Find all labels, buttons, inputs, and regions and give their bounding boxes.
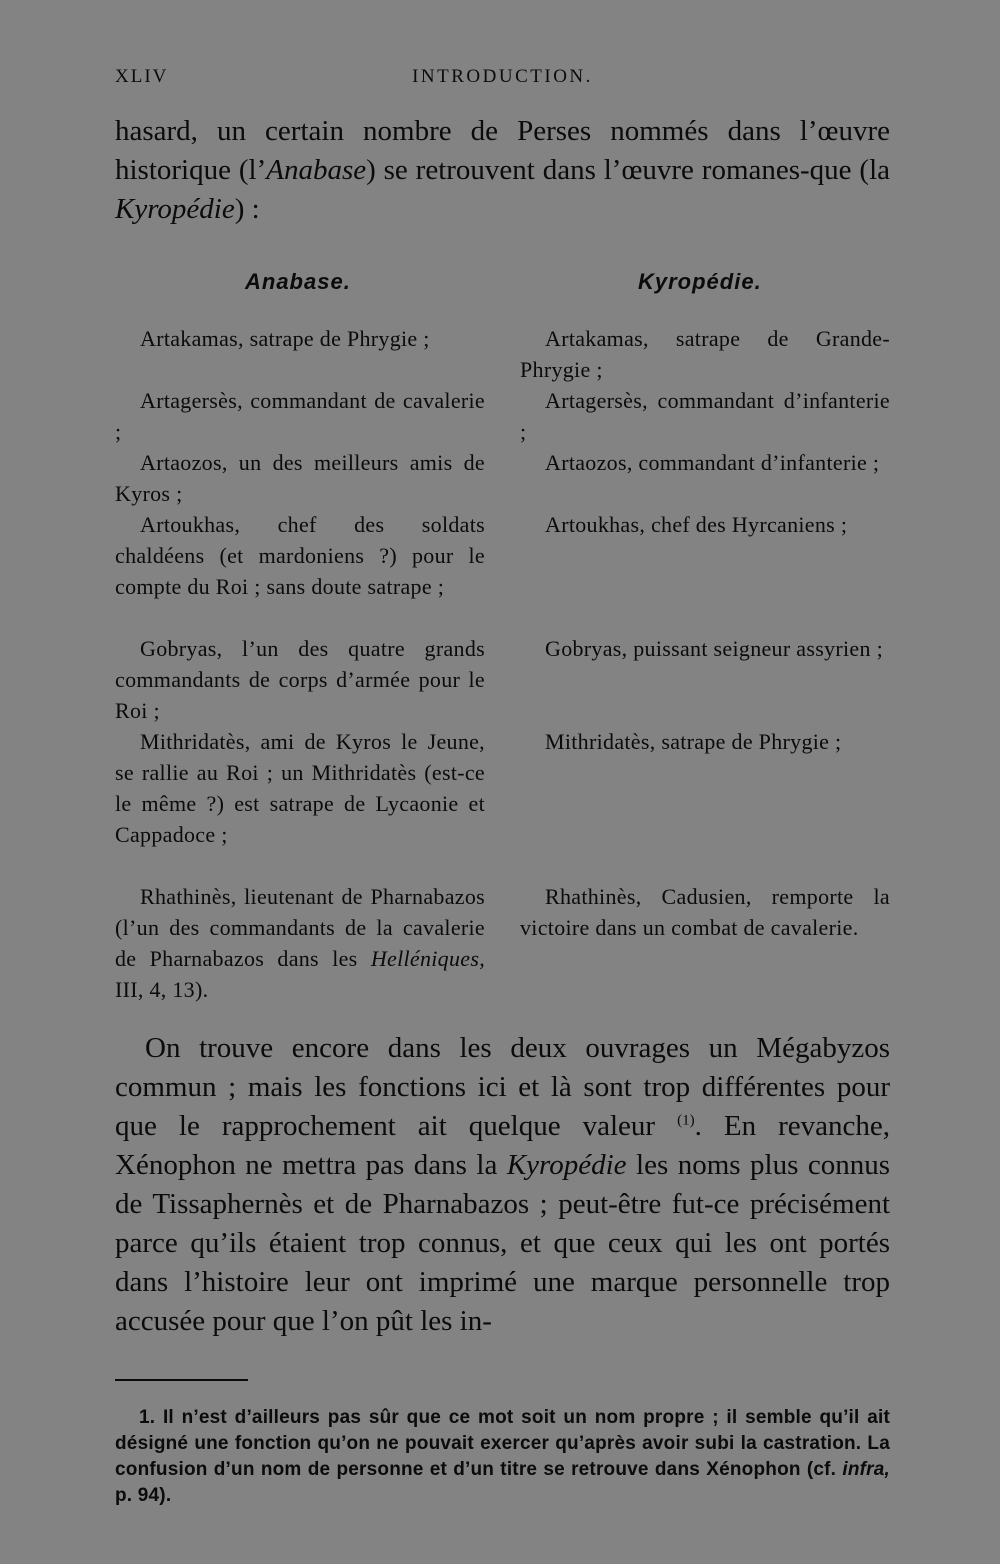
entry-artaozos-kyropedie: Artaozos, commandant d’infanterie ;: [545, 450, 880, 475]
infra-ref: infra,: [842, 1459, 890, 1480]
page-number: XLIV: [115, 66, 169, 87]
name-comparison-table: [115, 269, 890, 1004]
footnote-ref[interactable]: (1): [677, 1112, 695, 1129]
anabase-title: Anabase: [266, 154, 367, 186]
footnote: 1. Il n’est d’ailleurs pas sûr que ce mot soit un nom propre ; il semble qu’il ait désigné une fonction qu’on ne pouvait exercer qu’après avoir subi la castration. La confusion d’un nom de personne et d’un titre se retrouve dans Xénophon (cf. infra, p. 94).: [115, 1407, 890, 1506]
running-title: INTRODUCTION.: [412, 66, 593, 87]
entry-rhathines-kyropedie: Rhathinès, Cadusien, remporte la victoire dans un combat de cavalerie.: [520, 884, 890, 940]
entry-artaozos-anabase: Artaozos, un des meilleurs amis de Kyros ;: [115, 450, 485, 506]
entry-artakamas-anabase: Artakamas, satrape de Phrygie ;: [140, 326, 430, 351]
running-head: [115, 62, 890, 92]
entry-gobryas-kyropedie: Gobryas, puissant seigneur assyrien ;: [545, 636, 883, 661]
footnote-divider: [115, 1379, 248, 1381]
body-paragraph: On trouve encore dans les deux ouvrages un Mégabyzos commun ; mais les fonctions ici et là sont trop différentes pour que le rapprochement ait quelque valeur $^{(1)}$. En revanche, Xénophon ne mettra pas dans la Kyropédie les noms plus connus de Tissaphernès et de Pharnabazos ; peut-être fut-ce précisément parce qu’ils étaient trop connus, et que ceux qui les ont portés dans l’histoire leur ont imprimé une marque personnelle trop accusée pour que l’on pût les in-: [115, 1032, 890, 1337]
entry-artakamas-kyropedie: Artakamas, satrape de Grande-Phrygie ;: [520, 326, 890, 382]
entry-artagerses-anabase: Artagersès, commandant de cavalerie ;: [115, 388, 485, 444]
column-heading-kyropedie: Kyropédie.: [638, 269, 762, 294]
column-heading-anabase: Anabase.: [245, 269, 351, 294]
kyropedie-title: Kyropédie: [115, 193, 235, 225]
entry-rhathines-anabase: Rhathinès, lieutenant de Pharnabazos (l’un des commandants de la cavalerie de Pharnabazos dans les Helléniques, III, 4, 13).: [115, 884, 485, 1002]
intro-paragraph: hasard, un certain nombre de Perses nommés dans l’œuvre historique (l’Anabase) se retrouvent dans l’œuvre romanes-que (la Kyropédie) :: [115, 115, 891, 225]
kyropedie-title-body: Kyropédie: [506, 1149, 627, 1181]
book-page: [115, 62, 890, 1528]
entry-gobryas-anabase: Gobryas, l’un des quatre grands commandants de corps d’armée pour le Roi ;: [115, 636, 485, 723]
entry-mithridates-anabase: Mithridatès, ami de Kyros le Jeune, se rallie au Roi ; un Mithridatès (est-ce le même ?) est satrape de Lycaonie et Cappadoce ;: [115, 729, 485, 847]
helleniques-title: Helléniques,: [370, 946, 485, 971]
entry-artoukhas-kyropedie: Artoukhas, chef des Hyrcaniens ;: [545, 512, 848, 537]
entry-artagerses-kyropedie: Artagersès, commandant d’infanterie ;: [520, 388, 890, 444]
entry-artoukhas-anabase: Artoukhas, chef des soldats chaldéens (et mardoniens ?) pour le compte du Roi ; sans doute satrape ;: [115, 512, 485, 599]
entry-mithridates-kyropedie: Mithridatès, satrape de Phrygie ;: [545, 729, 842, 754]
body-section: [115, 1029, 890, 1341]
